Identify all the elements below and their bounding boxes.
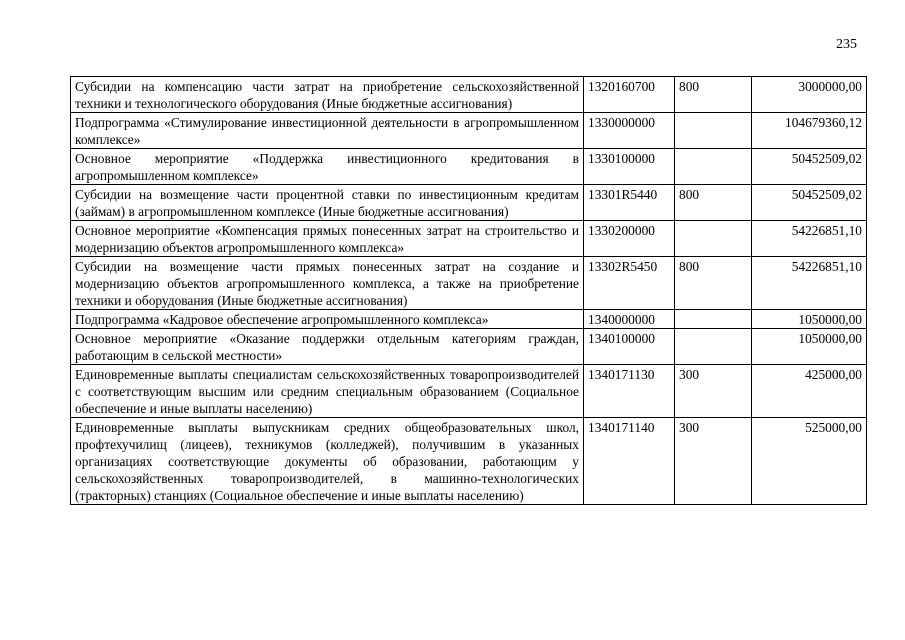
row-target-article-code: 13301R5440 xyxy=(584,185,675,221)
row-name: Подпрограмма «Стимулирование инвестиционной деятельности в агропромышленном комплексе» xyxy=(71,113,584,149)
row-expense-type-code xyxy=(675,221,752,257)
page-number: 235 xyxy=(836,37,857,52)
row-expense-type-code xyxy=(675,113,752,149)
row-expense-type-code: 800 xyxy=(675,185,752,221)
row-amount: 1050000,00 xyxy=(752,329,867,365)
row-name: Единовременные выплаты специалистам сельскохозяйственных товаропроизводителей с соответствующим высшим или средним специальным образованием (Социальное обеспечение и иные выплаты населению) xyxy=(71,365,584,418)
row-name: Единовременные выплаты выпускникам средних общеобразовательных школ, профтехучилищ (лицеев), техникумов (колледжей), получившим в указанных организациях соответствующие документы об образовании, работающим у сельскохозяйственных товаропроизводителей, в машинно-технологических (тракторных) станциях (Социальное обеспечение и иные выплаты населению) xyxy=(71,418,584,505)
row-amount: 50452509,02 xyxy=(752,149,867,185)
table-row xyxy=(71,149,867,185)
row-amount: 54226851,10 xyxy=(752,257,867,310)
row-target-article-code: 1330100000 xyxy=(584,149,675,185)
row-target-article-code: 1320160700 xyxy=(584,77,675,113)
table-row xyxy=(71,113,867,149)
row-target-article-code: 13302R5450 xyxy=(584,257,675,310)
row-amount: 54226851,10 xyxy=(752,221,867,257)
row-target-article-code: 1330000000 xyxy=(584,113,675,149)
row-expense-type-code: 300 xyxy=(675,418,752,505)
row-amount: 1050000,00 xyxy=(752,310,867,329)
row-target-article-code: 1340171130 xyxy=(584,365,675,418)
row-amount: 3000000,00 xyxy=(752,77,867,113)
row-amount: 104679360,12 xyxy=(752,113,867,149)
row-name: Субсидии на возмещение части процентной ставки по инвестиционным кредитам (займам) в агропромышленном комплексе (Иные бюджетные ассигнования) xyxy=(71,185,584,221)
row-name: Субсидии на компенсацию части затрат на приобретение сельскохозяйственной техники и технологического оборудования (Иные бюджетные ассигнования) xyxy=(71,77,584,113)
row-name: Субсидии на возмещение части прямых понесенных затрат на создание и модернизацию объектов агропромышленного комплекса, а также на приобретение техники и оборудования (Иные бюджетные ассигнования) xyxy=(71,257,584,310)
row-target-article-code: 1340000000 xyxy=(584,310,675,329)
table-row xyxy=(71,257,867,310)
row-expense-type-code: 800 xyxy=(675,77,752,113)
row-name: Основное мероприятие «Оказание поддержки отдельным категориям граждан, работающим в сельской местности» xyxy=(71,329,584,365)
row-name: Основное мероприятие «Компенсация прямых понесенных затрат на строительство и модернизацию объектов агропромышленного комплекса» xyxy=(71,221,584,257)
table-row xyxy=(71,221,867,257)
budget-table xyxy=(70,76,867,505)
row-amount: 50452509,02 xyxy=(752,185,867,221)
row-expense-type-code: 800 xyxy=(675,257,752,310)
table-row xyxy=(71,418,867,505)
row-name: Подпрограмма «Кадровое обеспечение агропромышленного комплекса» xyxy=(71,310,584,329)
table-row xyxy=(71,185,867,221)
row-name: Основное мероприятие «Поддержка инвестиционного кредитования в агропромышленном комплексе» xyxy=(71,149,584,185)
row-amount: 425000,00 xyxy=(752,365,867,418)
row-expense-type-code xyxy=(675,329,752,365)
table-row xyxy=(71,77,867,113)
row-expense-type-code xyxy=(675,310,752,329)
row-target-article-code: 1330200000 xyxy=(584,221,675,257)
table-row xyxy=(71,365,867,418)
row-target-article-code: 1340171140 xyxy=(584,418,675,505)
row-expense-type-code xyxy=(675,149,752,185)
row-amount: 525000,00 xyxy=(752,418,867,505)
row-target-article-code: 1340100000 xyxy=(584,329,675,365)
table-row xyxy=(71,329,867,365)
row-expense-type-code: 300 xyxy=(675,365,752,418)
table-row xyxy=(71,310,867,329)
